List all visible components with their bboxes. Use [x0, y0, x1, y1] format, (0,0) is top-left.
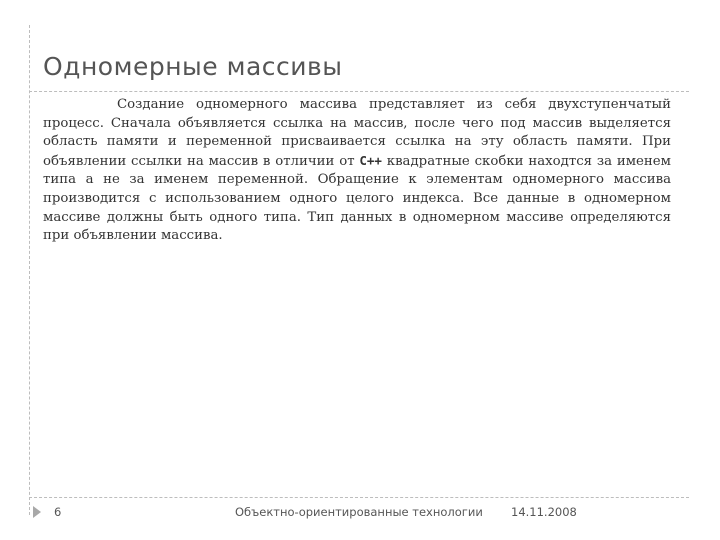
slide-body-text — [43, 96, 671, 246]
page-number: 6 — [54, 505, 62, 519]
body-text-part-2: квадратные скобки находтся за именем типа а не за именем переменной. Обращение к элементам одномерного массива производится с использованием одного целого индекса. Все данные в одномерном массиве должны быть одного типа. Тип данных в одномерном массиве определяются при объявлении массива. — [43, 153, 671, 244]
footer-course-name: Объектно-ориентированные технологии — [235, 505, 483, 519]
code-term: С++ — [359, 152, 382, 168]
footer-divider — [29, 497, 689, 498]
footer-triangle-icon — [33, 506, 41, 518]
slide-title: Одномерные массивы — [43, 52, 343, 81]
title-divider — [29, 91, 689, 92]
left-dashed-rule — [29, 25, 30, 515]
footer-date: 14.11.2008 — [511, 505, 577, 519]
body-text-part-1: Создание одномерного массива представляет из себя двухступенчатый процесс. Сначала объявляется ссылка на массив, после чего под массив выделяется область памяти и переменной присваивается ссылка на эту область памяти. При объявлении ссылки на массив в отличии от — [43, 97, 671, 169]
